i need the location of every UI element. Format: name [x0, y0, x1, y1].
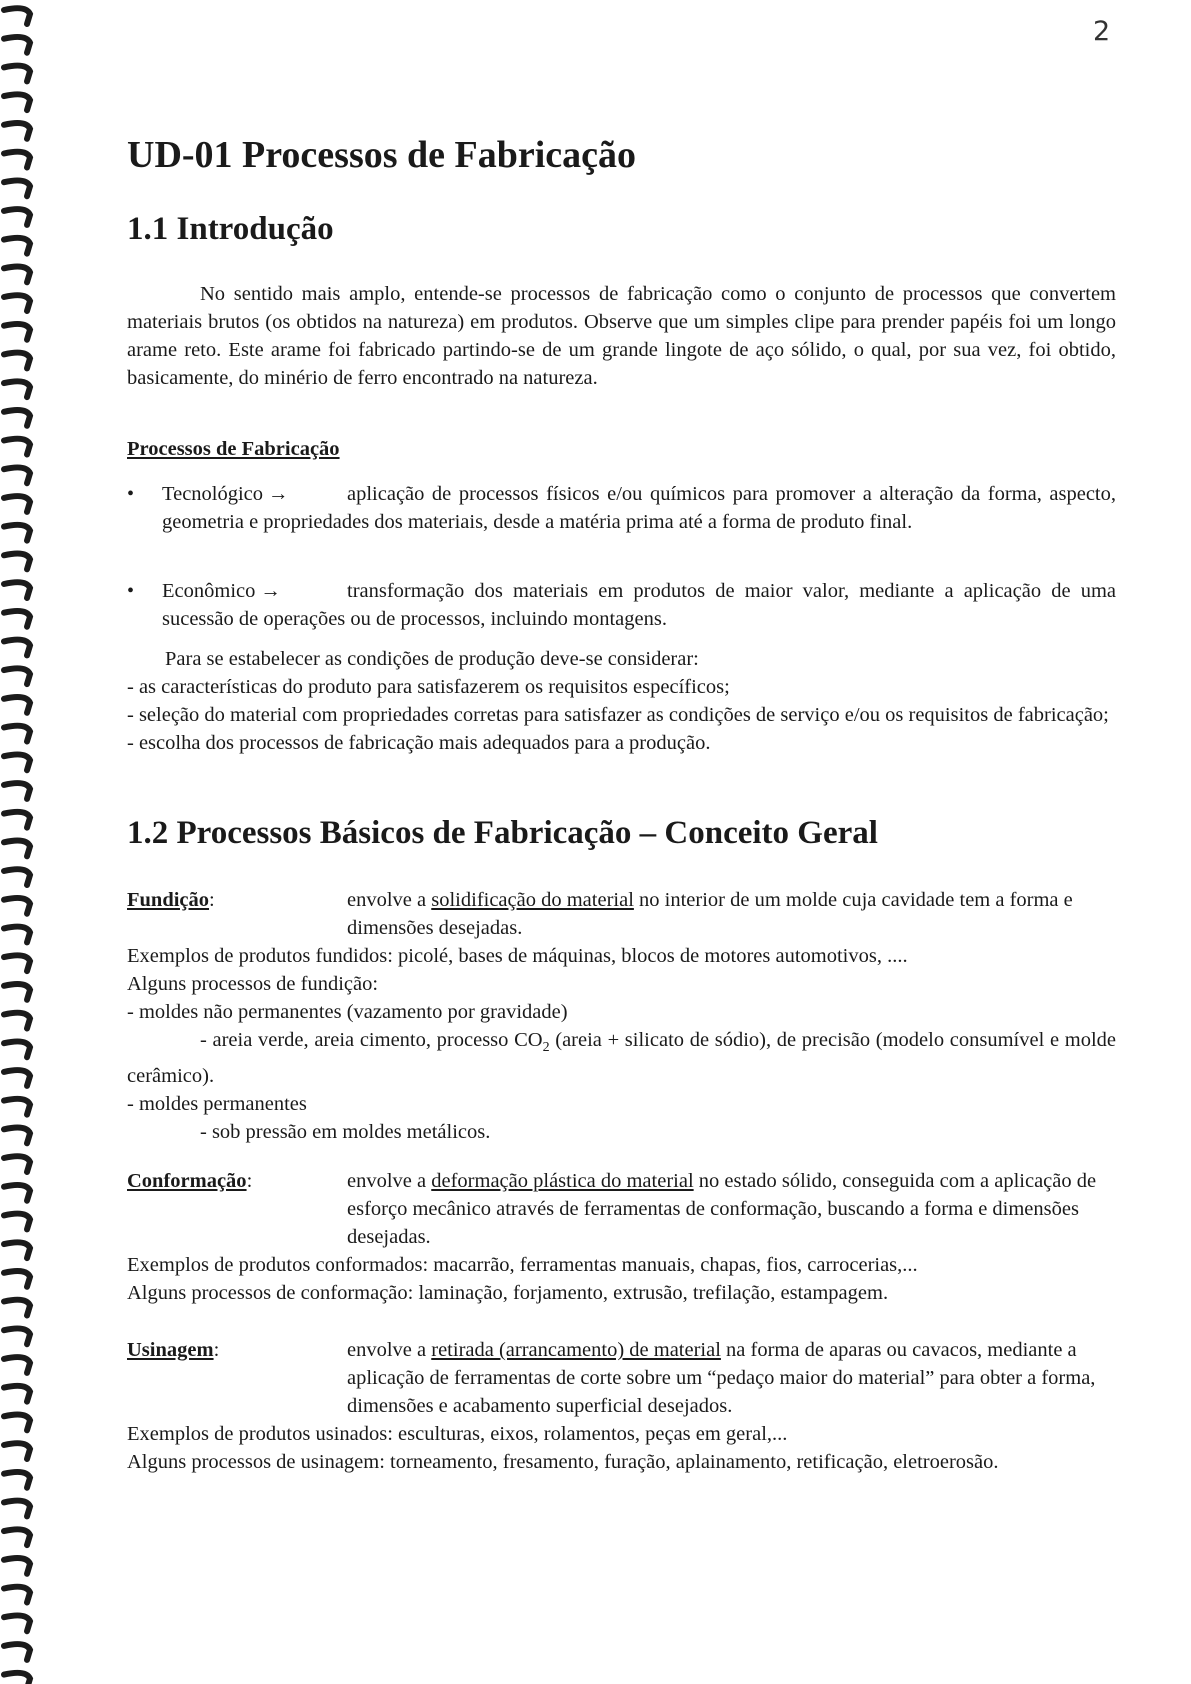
binding-hook: [4, 66, 30, 82]
binding-hook: [4, 1529, 30, 1545]
binding-hook: [4, 1673, 30, 1684]
binding-hook: [4, 381, 30, 397]
binding-hook: [4, 1128, 30, 1144]
conformacao-processes: Alguns processos de conformação: laminação, forjamento, extrusão, trefilação, estampagem.: [127, 1282, 889, 1304]
binding-hook: [4, 1214, 30, 1230]
usinagem-label: Usinagem: [127, 1339, 214, 1361]
bullet-tecnologico: [127, 480, 1116, 536]
binding-hook: [4, 668, 30, 684]
binding-hook: [4, 1472, 30, 1488]
binding-hook: [4, 1386, 30, 1402]
binding-hook: [4, 8, 30, 24]
binding-hook: [4, 640, 30, 656]
fundicao-nonperm-detail: - areia verde, areia cimento, processo $CO_2$ (areia + silicato de sódio), de precisão (modelo consumível e molde cerâmico).: [127, 1029, 1116, 1088]
condition-item: - seleção do material com propriedades corretas para satisfazer as condições de serviço e/ou os requisitos de fabricação;: [127, 704, 1109, 726]
bullet-text: transformação dos materiais em produtos de maior valor, mediante a aplicação de uma sucessão de operações ou de processos, incluindo montagens.: [162, 580, 1116, 630]
binding-hook: [4, 123, 30, 139]
fundicao-label: Fundição: [127, 889, 210, 911]
binding-hook: [4, 554, 30, 570]
binding-hook: [4, 1099, 30, 1115]
conformacao-details: [127, 1251, 1116, 1307]
binding-hook: [4, 353, 30, 369]
conformacao-label: Conformação: [127, 1170, 247, 1192]
conformacao-examples: Exemplos de produtos conformados: macarrão, ferramentas manuais, chapas, fios, carrocerias,...: [127, 1254, 918, 1276]
binding-hook: [4, 295, 30, 311]
binding-hook: [4, 697, 30, 713]
usinagem-processes: Alguns processos de usinagem: torneamento, fresamento, furação, aplainamento, retificação, eletroerosão.: [127, 1451, 999, 1473]
binding-hook: [4, 439, 30, 455]
fundicao-perm-detail: - sob pressão em moldes metálicos.: [200, 1121, 491, 1144]
spiral-binding: [0, 0, 48, 1684]
binding-hook: [4, 1587, 30, 1603]
section-heading-introducao: 1.1 Introdução: [127, 211, 334, 247]
binding-hook: [4, 984, 30, 1000]
binding-hook: [4, 1615, 30, 1631]
intro-paragraph: No sentido mais amplo, entende-se processos de fabricação como o conjunto de processos que convertem materiais brutos (os obtidos na natureza) em produtos. Observe que um simples clipe para prender papéis foi um longo arame reto. Este arame foi fabricado partindo-se de um grande lingote de aço sólido, o qual, por sua vez, foi obtido, basicamente, do minério de ferro encontrado na natureza.: [127, 283, 1116, 389]
fundicao-definition: Fundição: envolve a solidificação do material no interior de um molde cuja cavidade tem a forma e dimensões desejadas.: [127, 889, 1073, 939]
bullet-term: Tecnológico →: [162, 483, 289, 505]
binding-hook: [4, 1443, 30, 1459]
fundicao-perm: - moldes permanentes: [127, 1093, 307, 1116]
binding-hook: [4, 726, 30, 742]
bullet-text: aplicação de processos físicos e/ou químicos para promover a alteração da forma, aspecto, geometria e propriedades dos materiais, desde a matéria prima até a forma de produto final.: [162, 483, 1116, 533]
binding-hook: [4, 927, 30, 943]
binding-hook: [4, 410, 30, 426]
condition-item: - as características do produto para satisfazerem os requisitos específicos;: [127, 676, 730, 698]
binding-hook: [4, 582, 30, 598]
usinagem-key-term: retirada (arrancamento) de material: [431, 1339, 721, 1361]
binding-hook: [4, 1644, 30, 1660]
binding-hook: [4, 152, 30, 168]
binding-hook: [4, 754, 30, 770]
binding-hook: [4, 1242, 30, 1258]
binding-hook: [4, 1013, 30, 1029]
bullet-dot-icon: •: [127, 580, 135, 602]
page-title: UD-01 Processos de Fabricação: [127, 134, 637, 176]
conditions-block: [127, 645, 1116, 757]
subheading-processos: Processos de Fabricação: [127, 438, 340, 460]
binding-hook: [4, 209, 30, 225]
binding-hook: [4, 267, 30, 283]
binding-hook: [4, 324, 30, 340]
binding-hook: [4, 94, 30, 110]
bullet-dot-icon: •: [127, 483, 135, 505]
binding-hook: [4, 1156, 30, 1172]
binding-hook: [4, 1070, 30, 1086]
page-number: 2: [1093, 16, 1111, 47]
binding-hook: [4, 869, 30, 885]
binding-hook: [4, 1415, 30, 1431]
fundicao-examples: Exemplos de produtos fundidos: picolé, bases de máquinas, blocos de motores automotivos, ....: [127, 945, 908, 967]
binding-hook: [4, 1300, 30, 1316]
section-heading-processos-basicos: 1.2 Processos Básicos de Fabricação – Conceito Geral: [127, 815, 878, 851]
binding-hook: [4, 1558, 30, 1574]
binding-hook: [4, 1501, 30, 1517]
binding-hook: [4, 496, 30, 512]
binding-hook: [4, 841, 30, 857]
fundicao-details: [127, 942, 1116, 1146]
binding-hook: [4, 812, 30, 828]
conformacao-definition: Conformação: envolve a deformação plástica do material no estado sólido, conseguida com a aplicação de esforço mecânico através de ferramentas de conformação, buscando a forma e dimensões desejadas.: [127, 1170, 1097, 1248]
bullet-term: Econômico →: [162, 580, 281, 602]
binding-hook: [4, 1041, 30, 1057]
binding-hook: [4, 955, 30, 971]
binding-hook: [4, 898, 30, 914]
binding-hook: [4, 1328, 30, 1344]
fundicao-key-term: solidificação do material: [431, 889, 634, 911]
binding-hook: [4, 1185, 30, 1201]
binding-hook: [4, 180, 30, 196]
fundicao-processes-intro: Alguns processos de fundição:: [127, 973, 379, 995]
binding-hook: [4, 238, 30, 254]
binding-hook: [4, 37, 30, 53]
usinagem-details: [127, 1420, 1116, 1476]
conditions-intro: Para se estabelecer as condições de produção deve-se considerar:: [165, 648, 699, 670]
binding-hook: [4, 1271, 30, 1287]
usinagem-definition: Usinagem: envolve a retirada (arrancamento) de material na forma de aparas ou cavacos, mediante a aplicação de ferramentas de corte sobre um “pedaço maior do material” para obter a forma, dimensões e acabamento superficial desejados.: [127, 1339, 1096, 1417]
binding-hook: [4, 1357, 30, 1373]
fundicao-nonperm: - moldes não permanentes (vazamento por gravidade): [127, 1001, 568, 1023]
intro-paragraph-block: [127, 280, 1116, 392]
bullet-economico: [127, 577, 1116, 633]
usinagem-examples: Exemplos de produtos usinados: esculturas, eixos, rolamentos, peças em geral,...: [127, 1423, 788, 1445]
binding-hook: [4, 783, 30, 799]
conformacao-key-term: deformação plástica do material: [431, 1170, 694, 1192]
binding-hook: [4, 467, 30, 483]
binding-hook: [4, 611, 30, 627]
binding-hook: [4, 525, 30, 541]
condition-item: - escolha dos processos de fabricação mais adequados para a produção.: [127, 732, 711, 754]
